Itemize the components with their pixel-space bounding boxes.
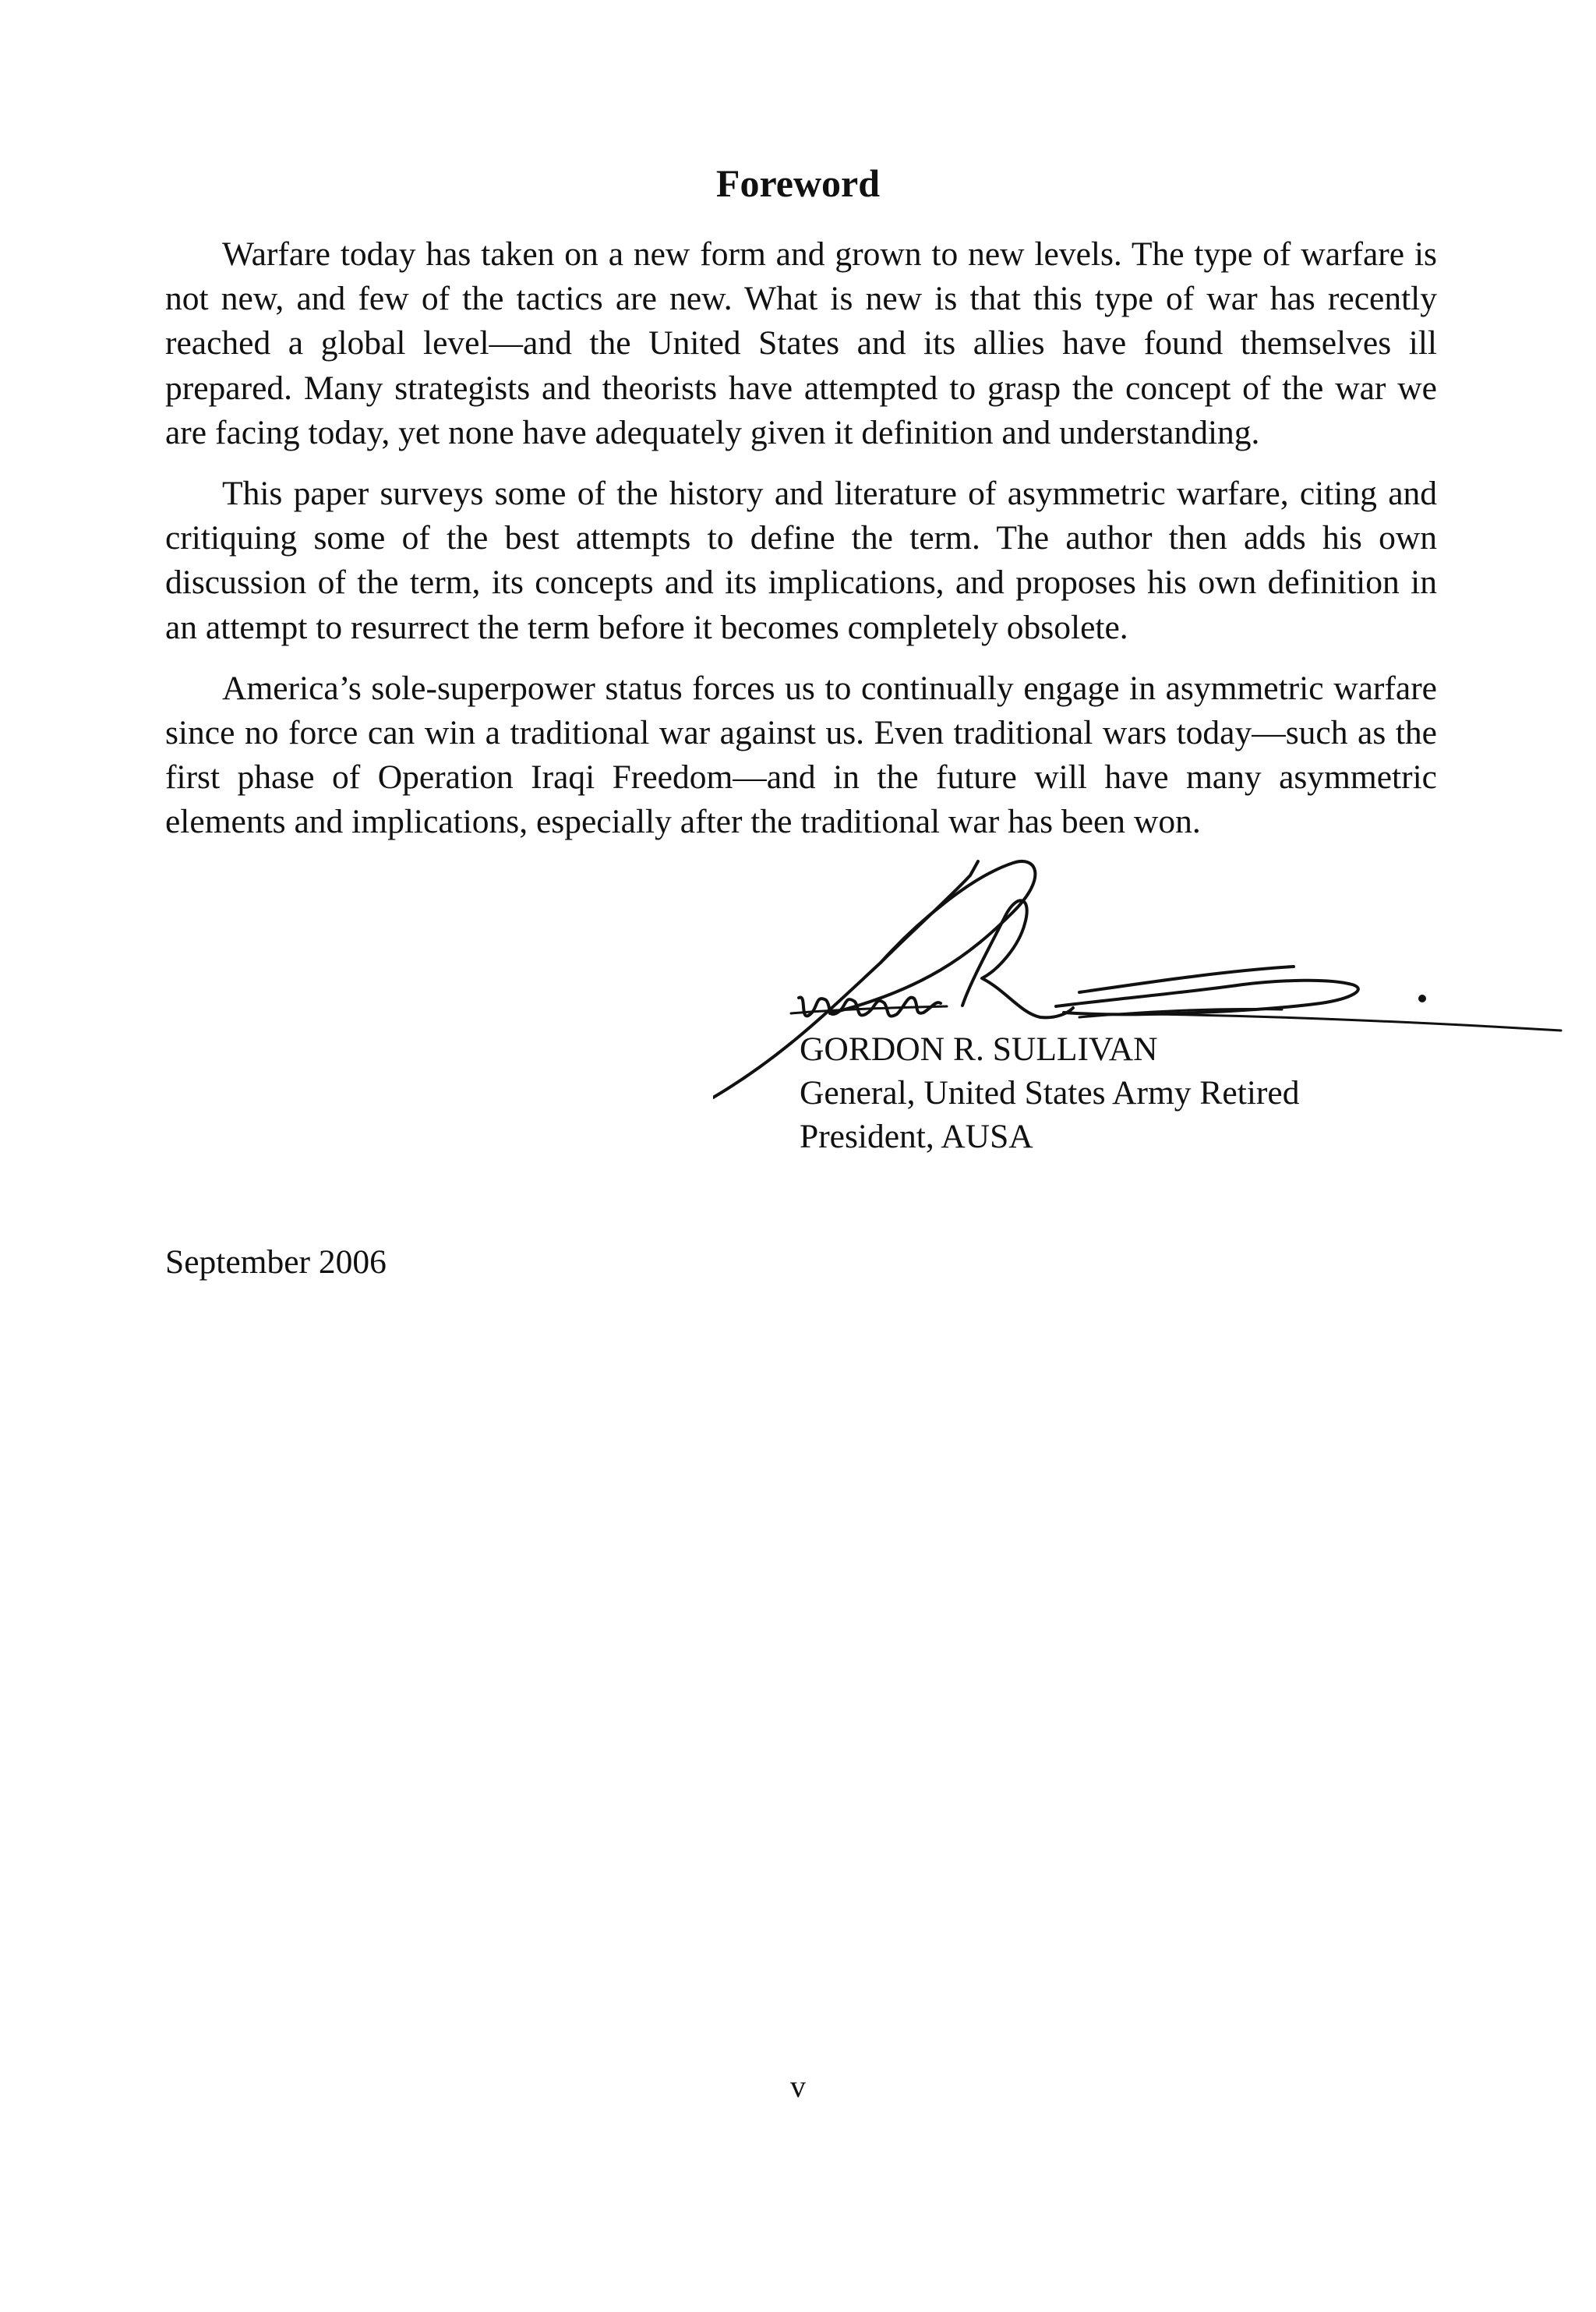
signature-stroke-surname-top bbox=[1079, 967, 1294, 992]
signatory-rank: General, United States Army Retired bbox=[800, 1074, 1300, 1112]
signature-stroke-r bbox=[962, 900, 1073, 1017]
signatory-position: President, AUSA bbox=[800, 1118, 1033, 1155]
page-title: Foreword bbox=[715, 161, 881, 205]
foreword-body bbox=[165, 232, 1437, 861]
page-number: v bbox=[790, 2069, 806, 2104]
document-date: September 2006 bbox=[165, 1243, 387, 1281]
paragraph-3: America’s sole-superpower status forces us to continually engage in asymmetric warfare since no force can win a traditional war against us. Even traditional wars today—such as the first phase of Operation Iraqi Freedom—and in the future will have many asymmetric elements and implications, especially after the traditional war has been won. bbox=[165, 669, 1437, 841]
signature-dot bbox=[1418, 995, 1426, 1002]
signatory-name: GORDON R. SULLIVAN bbox=[800, 1031, 1158, 1068]
signature-block bbox=[800, 1027, 1299, 1158]
paragraph-2: This paper surveys some of the history and literature of asymmetric warfare, citing and critiquing some of the best attempts to define the term. The author then adds his own discussion of the term, its concepts and its implications, and proposes his own definition in an attempt to resurrect the term before it becomes completely obsolete. bbox=[165, 475, 1437, 646]
signature-stroke-loop bbox=[830, 861, 1035, 1013]
paragraph-1: Warfare today has taken on a new form and grown to new levels. The type of warfare is not new, and few of the tactics are new. What is new is that this type of war has recently reached a global level—and the United States and its allies have found themselves ill prepared. Many strategists and theorists have attempted to grasp the concept of the war we are facing today, yet none have adequately given it definition and understanding. bbox=[165, 235, 1437, 451]
